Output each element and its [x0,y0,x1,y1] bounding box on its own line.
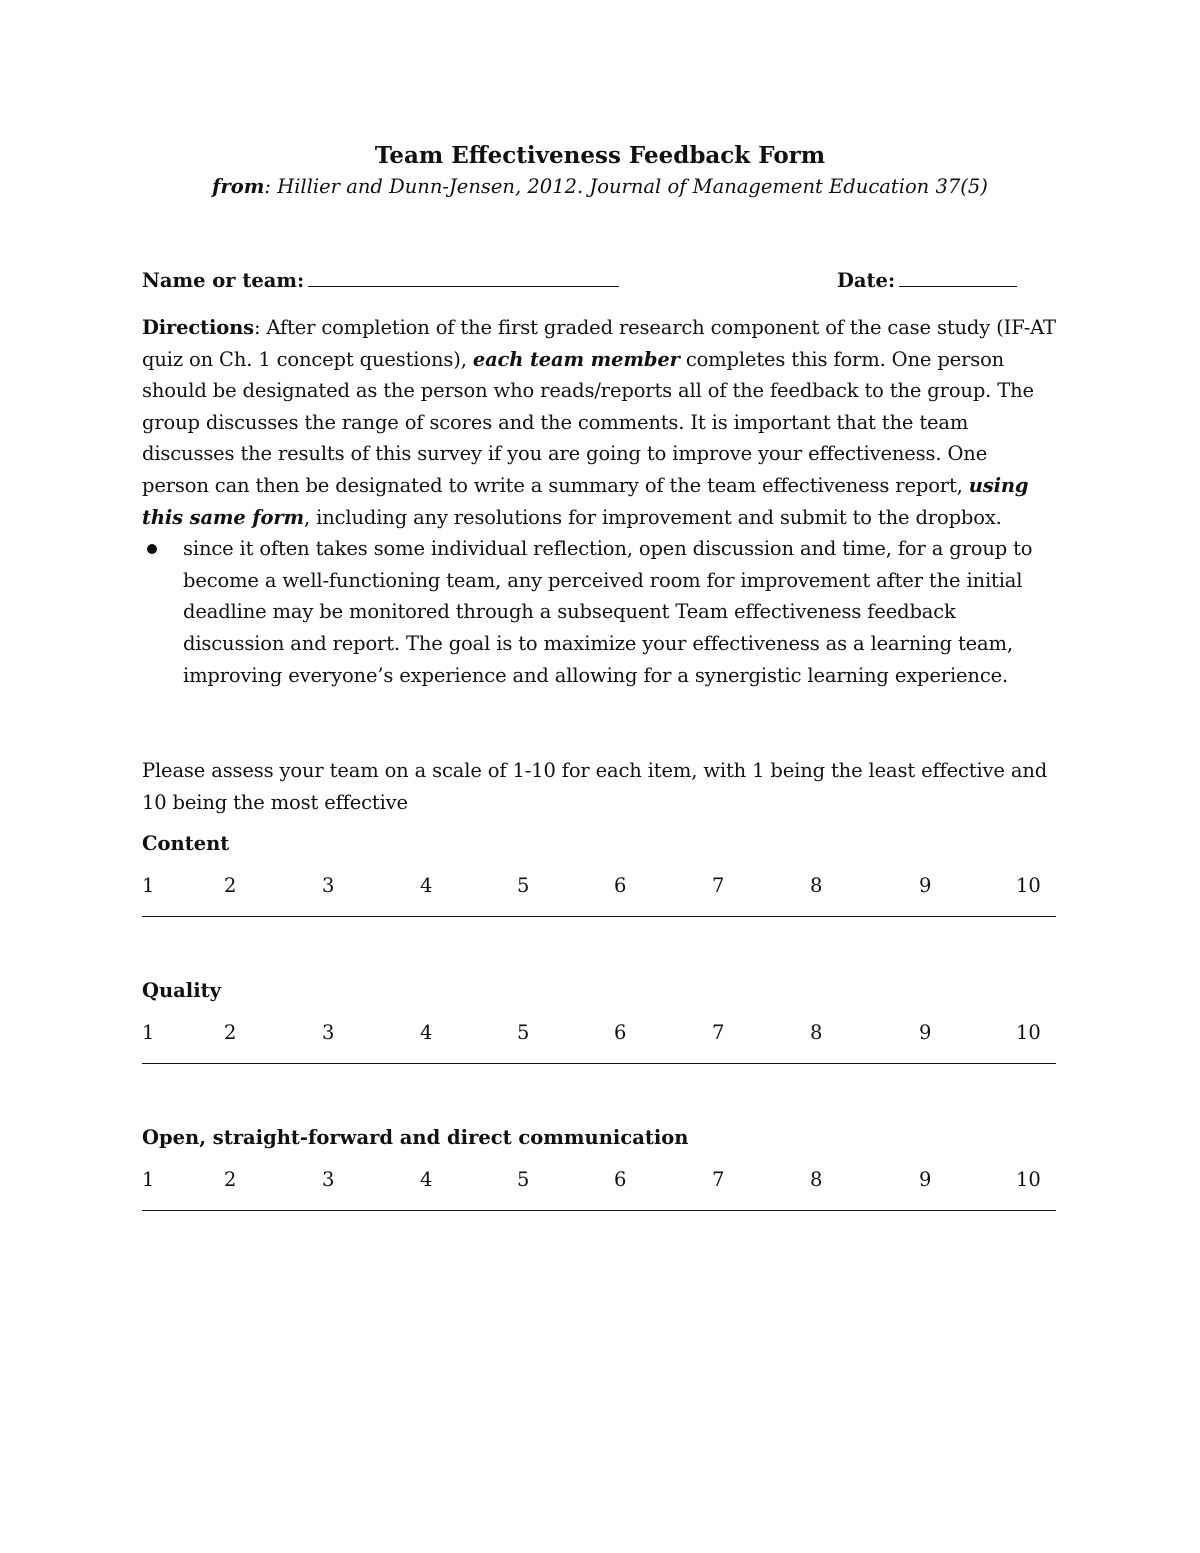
bullet-icon [147,544,157,554]
rating-scale [142,870,1058,902]
rating-section-content [142,828,1058,917]
page-title: Team Effectiveness Feedback Form [374,142,826,169]
directions-emphasis-1: each team member [472,347,680,371]
name-blank-line[interactable] [308,268,619,287]
directions-text-1: : After completion of the first graded research component of the case study (IF-AT quiz on Ch. 1 concept questions), [142,316,1056,371]
scale-option-10[interactable]: 10 [1016,1021,1041,1045]
scale-option-7[interactable]: 7 [712,874,725,898]
scale-option-7[interactable]: 7 [712,1168,725,1192]
scale-option-3[interactable]: 3 [322,1021,335,1045]
rating-instructions: Please assess your team on a scale of 1-10 for each item, with 1 being the least effective and 10 being the most effective [142,759,1048,814]
scale-option-3[interactable]: 3 [322,874,335,898]
bullet-text: since it often takes some individual reflection, open discussion and time, for a group to become a well-functioning team, any perceived room for improvement after the initial deadline may be monitored through a subsequent Team effectiveness feedback discussion and report. The goal is to maximize your effectiveness as a learning team, improving everyone’s experience and allowing for a synergistic learning experience. [183,537,1033,687]
scale-option-10[interactable]: 10 [1016,1168,1041,1192]
answer-line[interactable] [142,1210,1056,1211]
directions-paragraph [142,312,1058,533]
date-label: Date: [837,269,896,292]
scale-option-9[interactable]: 9 [919,1168,932,1192]
scale-option-8[interactable]: 8 [810,874,823,898]
name-field [142,264,619,298]
scale-option-4[interactable]: 4 [420,1021,433,1045]
directions-label: Directions [142,316,254,339]
citation [142,172,1058,202]
scale-option-9[interactable]: 9 [919,1021,932,1045]
rating-section-quality [142,975,1058,1064]
scale-option-1[interactable]: 1 [142,1021,155,1045]
scale-option-2[interactable]: 2 [224,1168,237,1192]
scale-option-4[interactable]: 4 [420,1168,433,1192]
scale-option-5[interactable]: 5 [517,1168,530,1192]
scale-option-6[interactable]: 6 [614,874,627,898]
date-blank-line[interactable] [899,268,1017,287]
section-heading: Open, straight-forward and direct communication [142,1126,689,1150]
rating-sections [142,828,1058,1211]
directions-bullet-list [142,533,1058,691]
name-date-row [142,264,1058,298]
scale-option-9[interactable]: 9 [919,874,932,898]
scale-option-8[interactable]: 8 [810,1021,823,1045]
scale-option-5[interactable]: 5 [517,874,530,898]
rating-section-communication [142,1122,1058,1211]
citation-from-label: from [212,175,265,198]
scale-option-10[interactable]: 10 [1016,874,1041,898]
name-label: Name or team: [142,269,305,292]
answer-line[interactable] [142,1063,1056,1064]
directions-text-2: completes this form. One person should be designated as the person who reads/reports all of the feedback to the group. The group discusses the range of scores and the comments. It is important that the team discusses the results of this survey if you are going to improve your effectiveness. One person can then be designated to write a summary of the team effectiveness report, [142,347,1034,497]
scale-option-1[interactable]: 1 [142,874,155,898]
scale-option-2[interactable]: 2 [224,874,237,898]
directions-text-3: , including any resolutions for improvement and submit to the dropbox. [304,505,1002,529]
rating-scale [142,1164,1058,1196]
list-item [183,533,1058,691]
scale-option-2[interactable]: 2 [224,1021,237,1045]
scale-option-6[interactable]: 6 [614,1168,627,1192]
directions-emphasis-2: using this same form [142,473,1029,529]
citation-text: : Hillier and Dunn-Jensen, 2012. Journal of Management Education 37(5) [264,175,988,198]
scale-option-4[interactable]: 4 [420,874,433,898]
document-page [142,140,1058,1211]
date-field [837,264,1017,298]
rating-scale [142,1017,1058,1049]
scale-option-6[interactable]: 6 [614,1021,627,1045]
scale-option-1[interactable]: 1 [142,1168,155,1192]
scale-option-7[interactable]: 7 [712,1021,725,1045]
scale-option-8[interactable]: 8 [810,1168,823,1192]
scale-option-5[interactable]: 5 [517,1021,530,1045]
section-heading: Quality [142,979,221,1003]
scale-option-3[interactable]: 3 [322,1168,335,1192]
answer-line[interactable] [142,916,1056,917]
section-heading: Content [142,832,230,856]
